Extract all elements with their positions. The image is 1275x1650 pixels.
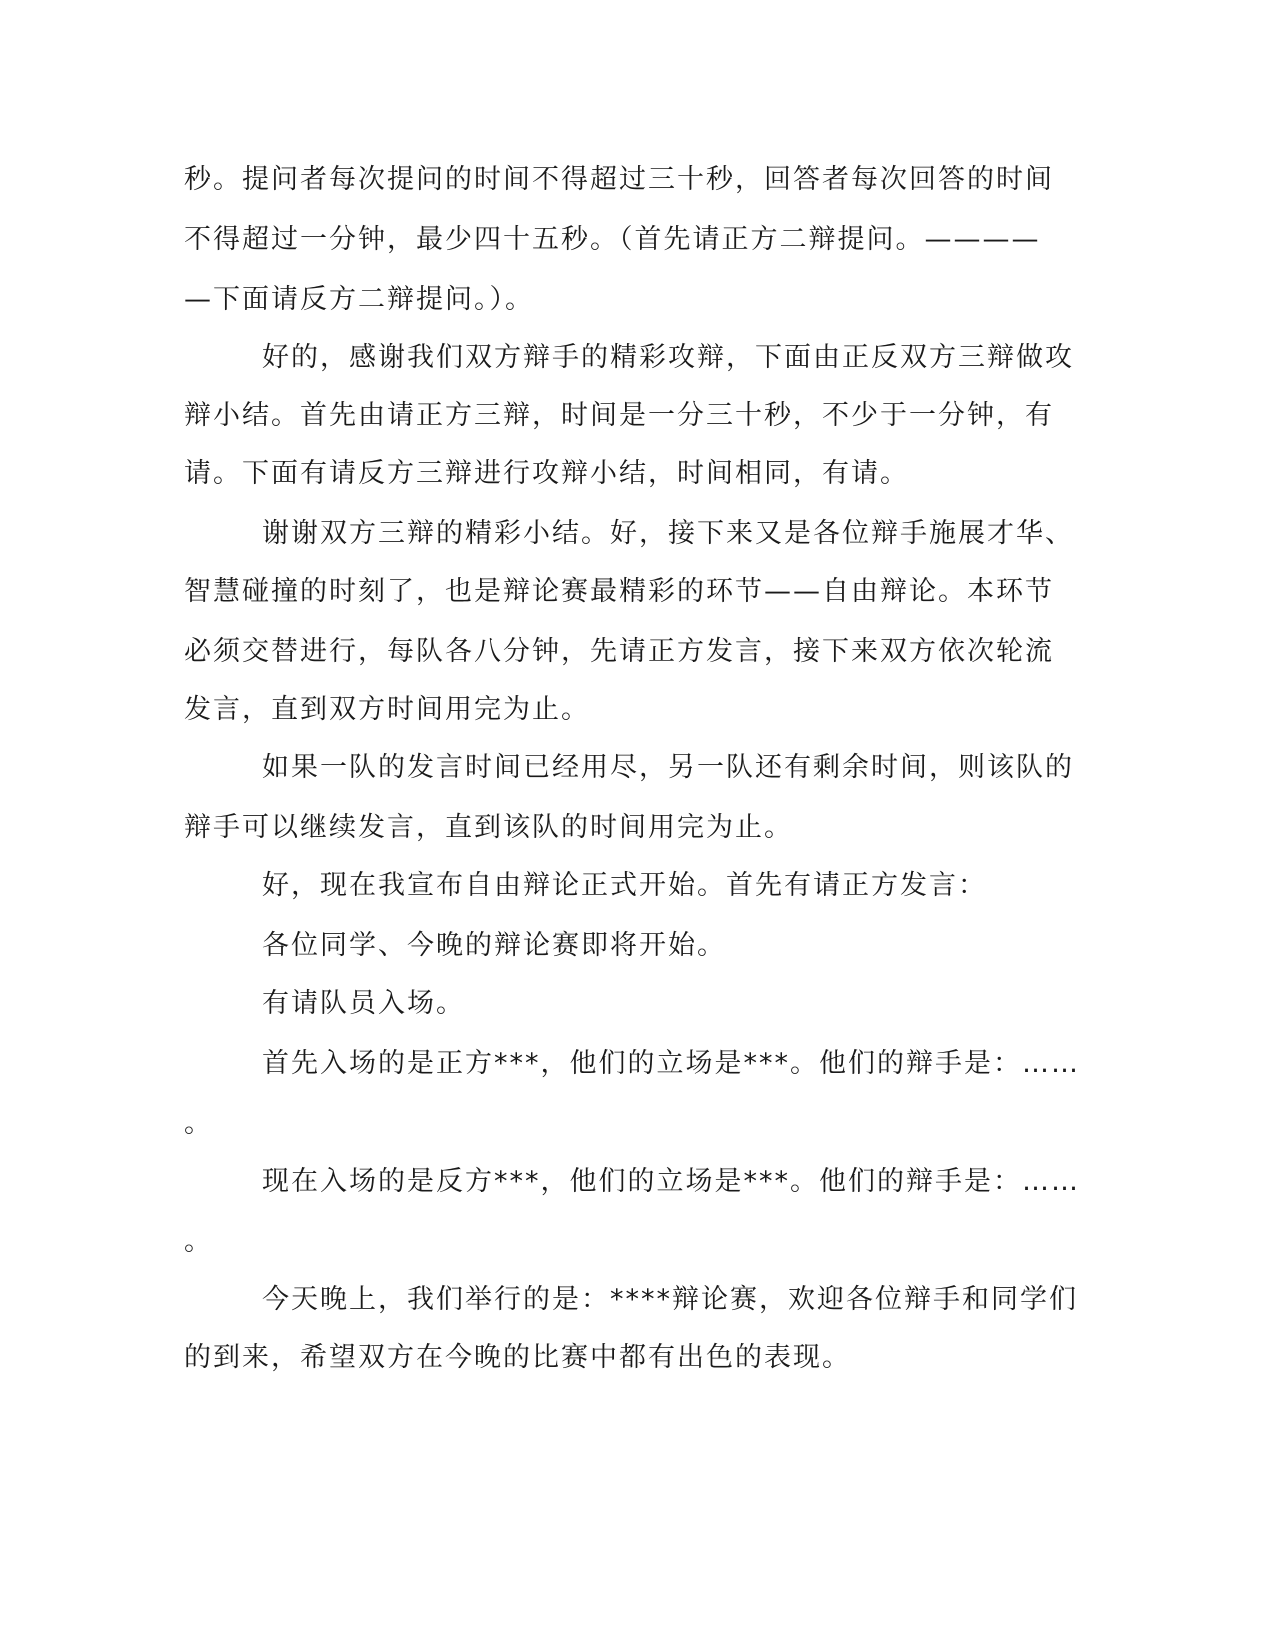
paragraph-first-line: 各位同学、今晚的辩论赛即将开始。 bbox=[262, 930, 726, 961]
paragraph-first-line: 今天晚上，我们举行的是：****辩论赛，欢迎各位辩手和同学们 bbox=[262, 1284, 1078, 1315]
text-line: 。 bbox=[184, 1108, 213, 1139]
text-line: 不得超过一分钟，最少四十五秒。（首先请正方二辩提问。———— bbox=[184, 224, 1041, 255]
paragraph-first-line: 首先入场的是正方***，他们的立场是***。他们的辩手是：…… bbox=[262, 1048, 1080, 1079]
text-line: 智慧碰撞的时刻了，也是辩论赛最精彩的环节——自由辩论。本环节 bbox=[184, 576, 1054, 607]
text-line: 的到来，希望双方在今晚的比赛中都有出色的表现。 bbox=[184, 1342, 851, 1373]
text-line: 请。下面有请反方三辩进行攻辩小结，时间相同，有请。 bbox=[184, 458, 909, 489]
text-line: 辩小结。首先由请正方三辩，时间是一分三十秒，不少于一分钟，有 bbox=[184, 400, 1054, 431]
text-line: 发言，直到双方时间用完为止。 bbox=[184, 694, 590, 725]
text-line: 辩手可以继续发言，直到该队的时间用完为止。 bbox=[184, 812, 793, 843]
text-line: 。 bbox=[184, 1226, 213, 1257]
paragraph-first-line: 好的，感谢我们双方辩手的精彩攻辩，下面由正反双方三辩做攻 bbox=[262, 342, 1074, 373]
paragraph-first-line: 谢谢双方三辩的精彩小结。好，接下来又是各位辩手施展才华、 bbox=[262, 518, 1074, 549]
text-line: —下面请反方二辩提问。）。 bbox=[184, 284, 534, 315]
paragraph-first-line: 现在入场的是反方***，他们的立场是***。他们的辩手是：…… bbox=[262, 1166, 1080, 1197]
text-line: 秒。提问者每次提问的时间不得超过三十秒，回答者每次回答的时间 bbox=[184, 164, 1054, 195]
text-line: 必须交替进行，每队各八分钟，先请正方发言，接下来双方依次轮流 bbox=[184, 636, 1054, 667]
paragraph-first-line: 好，现在我宣布自由辩论正式开始。首先有请正方发言： bbox=[262, 870, 987, 901]
paragraph-first-line: 有请队员入场。 bbox=[262, 988, 465, 1019]
paragraph-first-line: 如果一队的发言时间已经用尽，另一队还有剩余时间，则该队的 bbox=[262, 752, 1074, 783]
